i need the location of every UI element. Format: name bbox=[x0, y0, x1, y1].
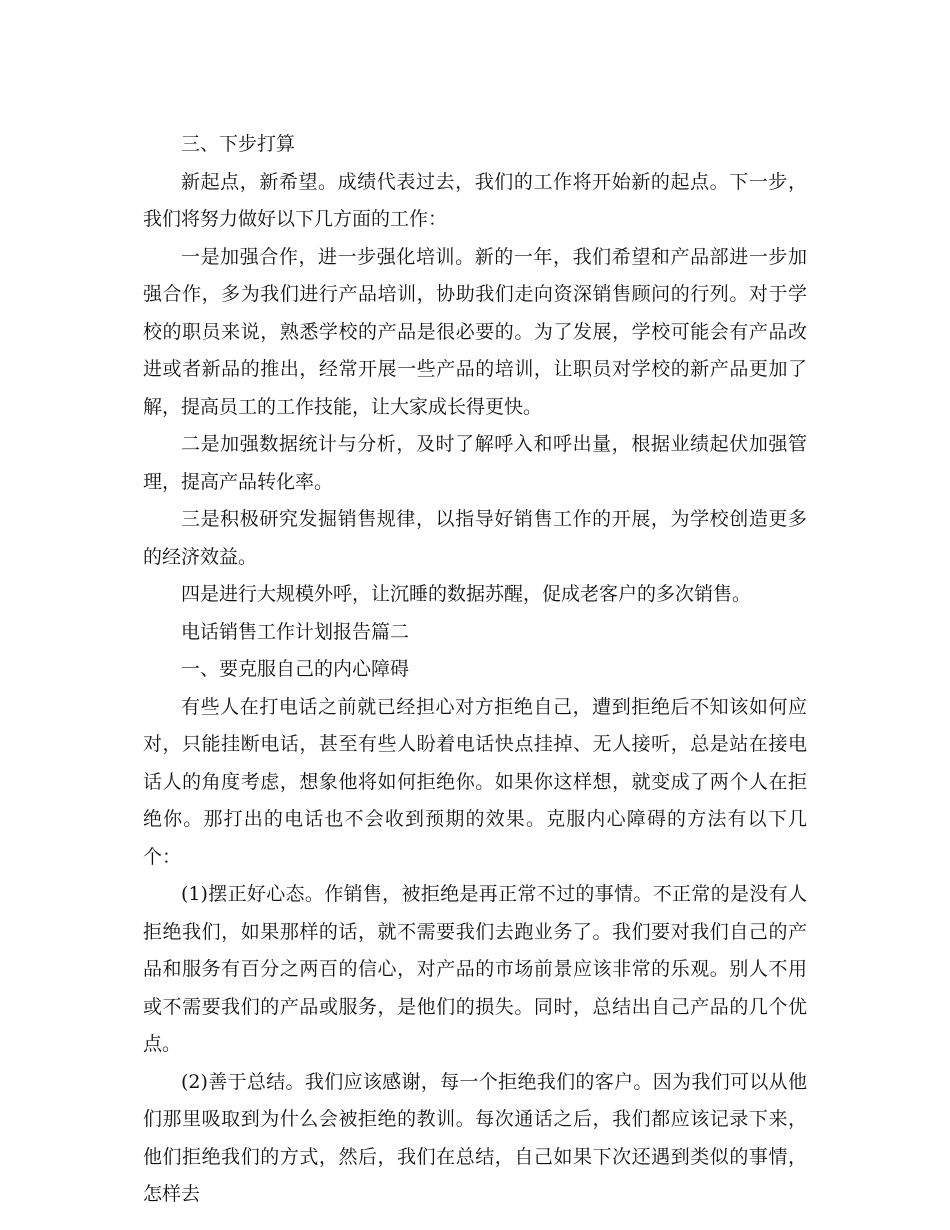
report-title: 电话销售工作计划报告篇二 bbox=[181, 620, 410, 643]
document-body bbox=[143, 126, 807, 1214]
paragraph: 二是加强数据统计与分析，及时了解呼入和呼出量，根据业绩起伏加强管理，提高产品转化率。 bbox=[143, 433, 807, 493]
section-heading: 一、要克服自己的内心障碍 bbox=[181, 658, 410, 680]
paragraph: (2)善于总结。我们应该感谢，每一个拒绝我们的客户。因为我们可以从他们那里吸取到为什么会被拒绝的教训。每次通话之后，我们都应该记录下来，他们拒绝我们的方式，然后，我们在总结，自己如果下次还遇到类似的事情，怎样去 bbox=[143, 1070, 807, 1205]
paragraph: 三是积极研究发掘销售规律，以指导好销售工作的开展，为学校创造更多的经济效益。 bbox=[143, 508, 807, 568]
paragraph: (1)摆正好心态。作销售，被拒绝是再正常不过的事情。不正常的是没有人拒绝我们，如果那样的话，就不需要我们去跑业务了。我们要对我们自己的产品和服务有百分之两百的信心，对产品的市场前景应该非常的乐观。别人不用或不需要我们的产品或服务，是他们的损失。同时，总结出自己产品的几个优点。 bbox=[143, 883, 807, 1055]
paragraph: 一是加强合作，进一步强化培训。新的一年，我们希望和产品部进一步加强合作，多为我们进行产品培训，协助我们走向资深销售顾问的行列。对于学校的职员来说，熟悉学校的产品是很必要的。为了发展，学校可能会有产品改进或者新品的推出，经常开展一些产品的培训，让职员对学校的新产品更加了解，提高员工的工作技能，让大家成长得更快。 bbox=[143, 245, 807, 418]
paragraph: 新起点，新希望。成绩代表过去，我们的工作将开始新的起点。下一步，我们将努力做好以下几方面的工作： bbox=[143, 170, 807, 230]
paragraph: 有些人在打电话之前就已经担心对方拒绝自己，遭到拒绝后不知该如何应对，只能挂断电话，甚至有些人盼着电话快点挂掉、无人接听，总是站在接电话人的角度考虑，想象他将如何拒绝你。如果你这样想，就变成了两个人在拒绝你。那打出的电话也不会收到预期的效果。克服内心障碍的方法有以下几个： bbox=[143, 695, 807, 868]
paragraph: 四是进行大规模外呼，让沉睡的数据苏醒，促成老客户的多次销售。 bbox=[181, 583, 752, 605]
section-heading: 三、下步打算 bbox=[181, 133, 296, 155]
